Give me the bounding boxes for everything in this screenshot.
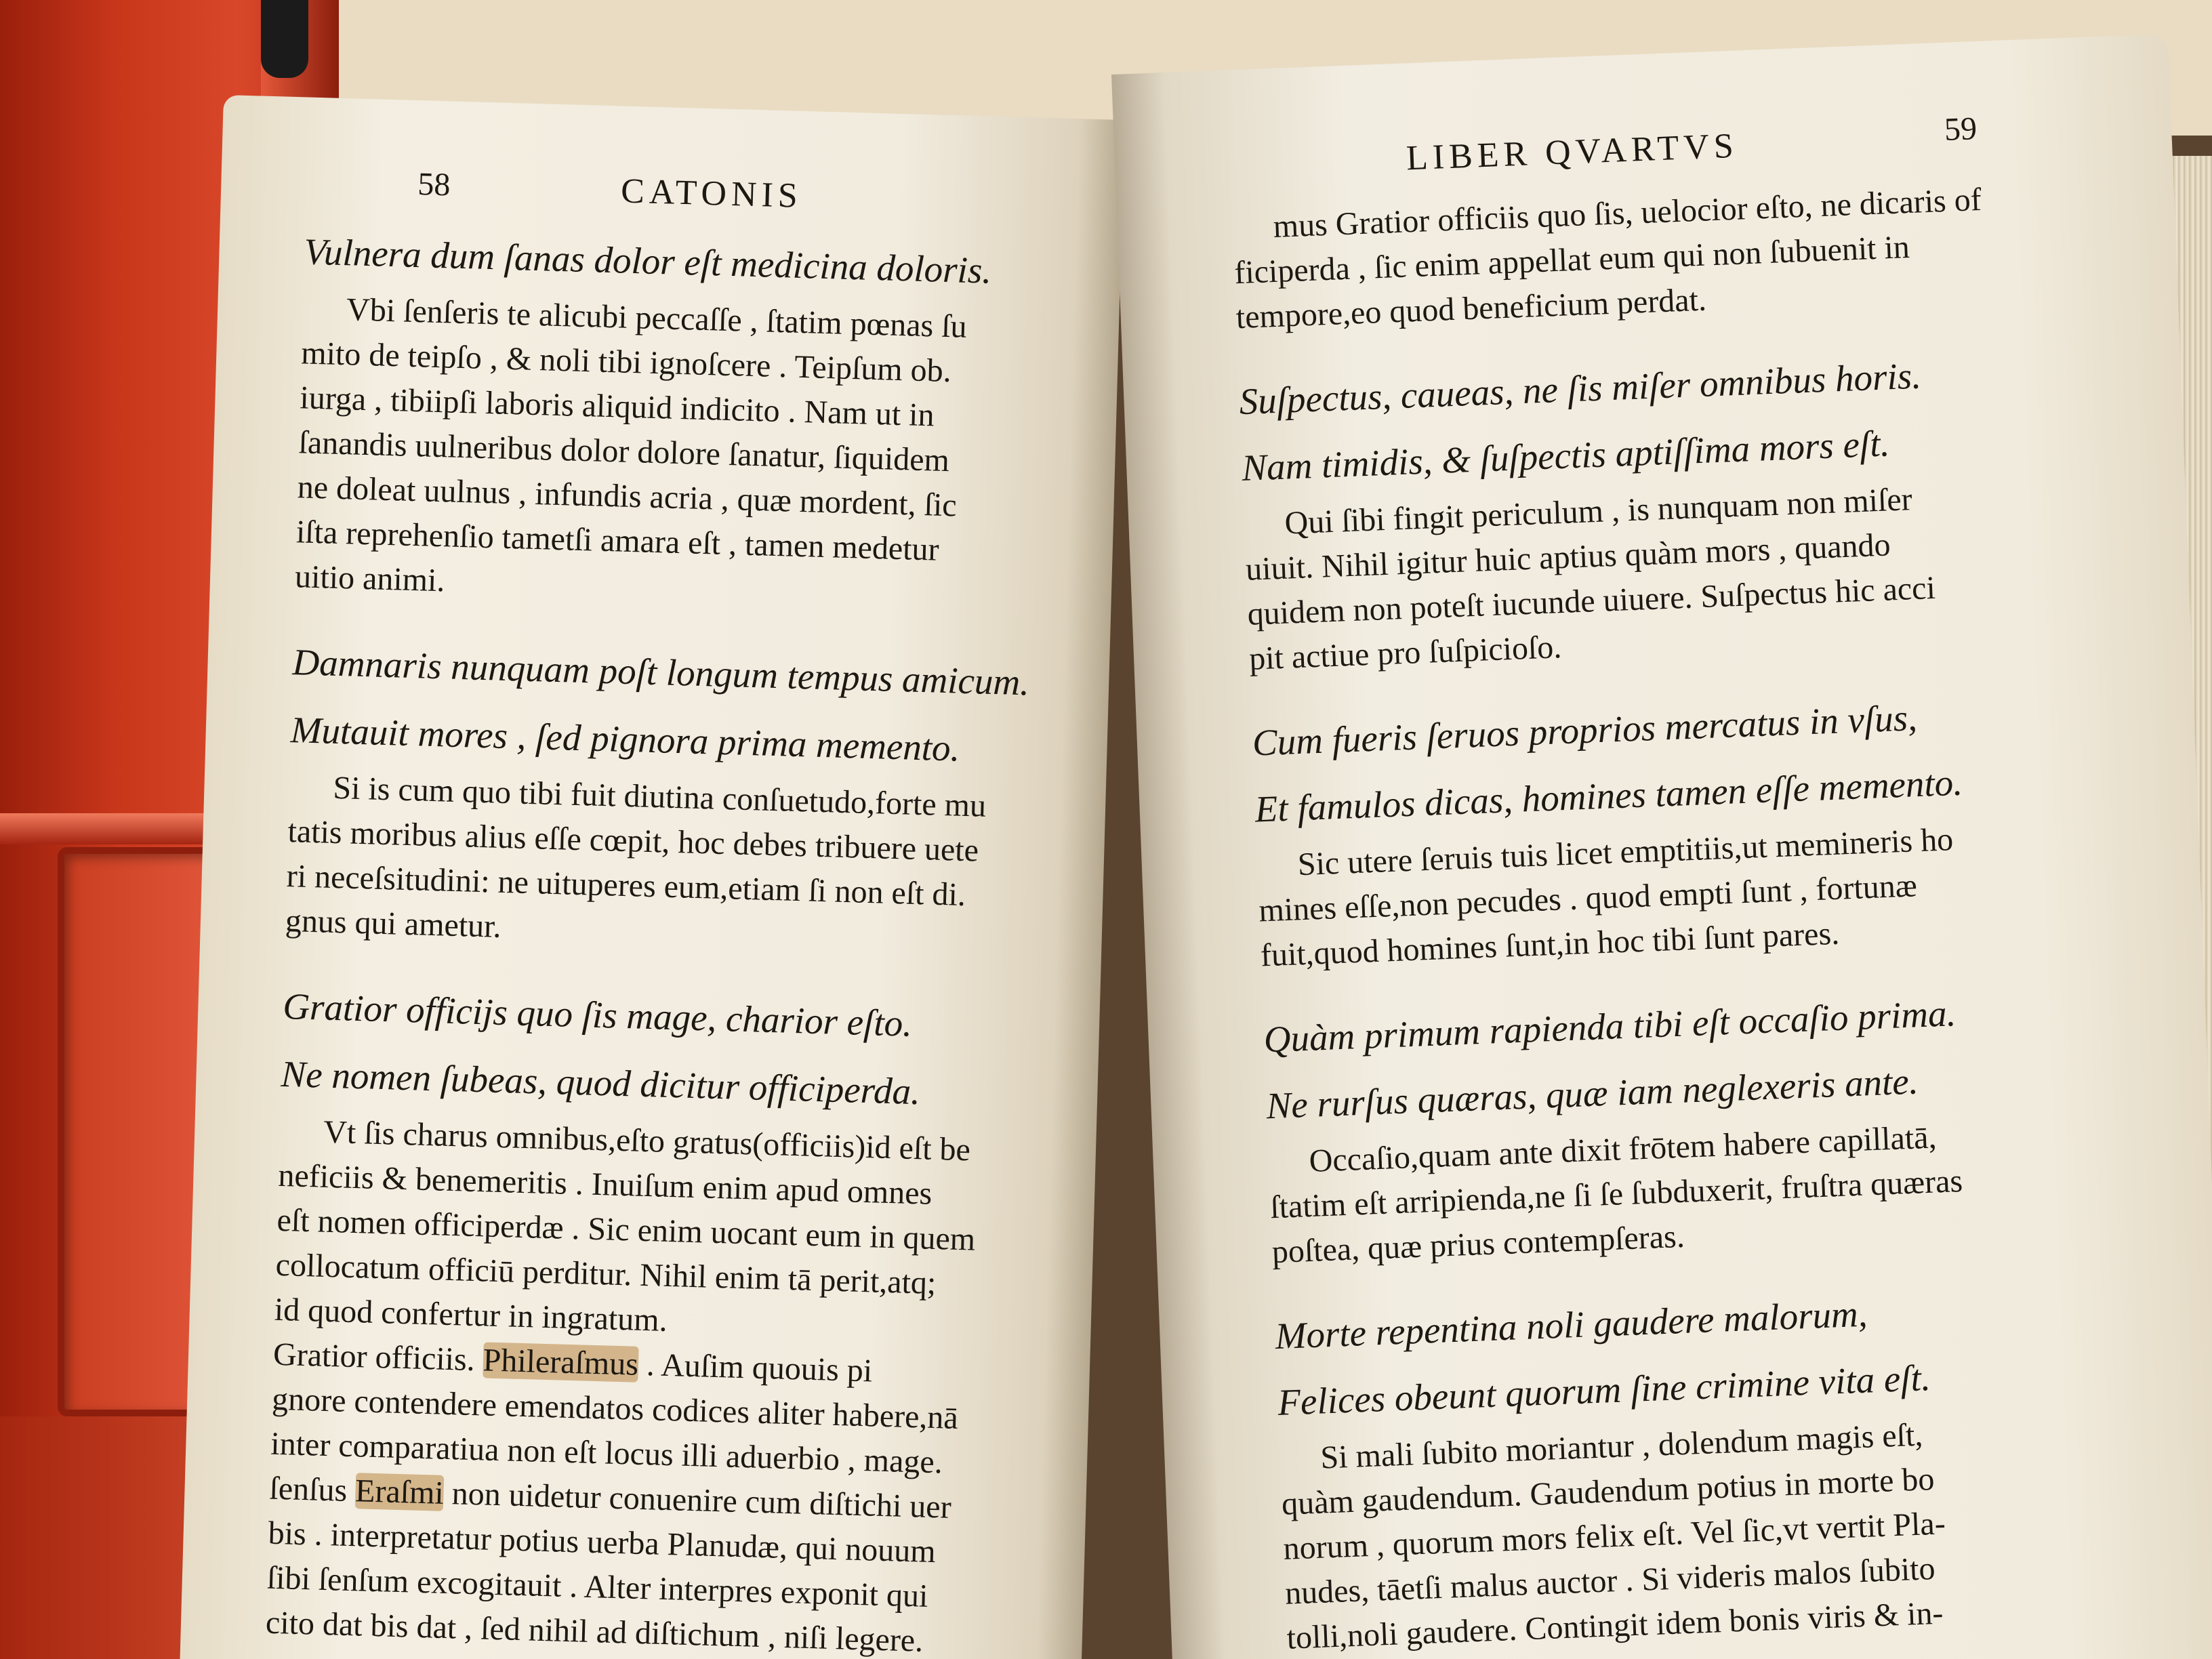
- commentary-line: ficiperda , ſic enim appellat eum qui non ſubuenit in: [1233, 228, 1910, 291]
- commentary-line: poſtea, quæ prius contempſeras.: [1271, 1218, 1685, 1271]
- commentary-line: ſtatim eſt arripienda,ne ſi ſe ſubduxerit, fruſtra quæras: [1269, 1163, 1963, 1226]
- book-stand-slot: [261, 0, 308, 78]
- left-page-text: [179, 95, 1124, 1659]
- verse-line: Mutauit mores , ſed pignora prima memento.: [290, 709, 961, 769]
- commentary-line: ſibi ſenſum excogitauit . Alter interpres exponit qui: [266, 1559, 929, 1614]
- commentary-line: Sic utere ſeruis tuis licet emptitiis,ut memineris ho: [1296, 821, 1954, 883]
- commentary-line: ſanandis uulneribus dolor dolore ſanatur, ſiquidem: [298, 424, 950, 479]
- commentary-line: pit actiue pro ſuſpicioſo.: [1248, 629, 1563, 677]
- commentary-line: [272, 1338, 872, 1388]
- right-running-head: LIBER QVARTVS: [1405, 126, 1739, 178]
- commentary-line: quàm gaudendum. Gaudendum potius in morte bo: [1281, 1460, 1936, 1522]
- verse-line: Vulnera dum ſanas dolor eſt medicina doloris.: [303, 230, 992, 291]
- line-text-after-highlight: non uidetur conuenire cum diſtichi uer: [443, 1475, 952, 1525]
- verse-line: Ne rurſus quæras, quæ iam neglexeris ante.: [1265, 1060, 1919, 1127]
- commentary-line: nudes, tāetſi malus auctor . Si videris malos ſubito: [1284, 1550, 1936, 1612]
- commentary-line: neficiis & benemeritis . Inuiſum enim apud omnes: [277, 1157, 933, 1212]
- line-text-after-highlight: . Auſim quouis pi: [638, 1346, 873, 1389]
- right-page: [1111, 34, 2212, 1659]
- commentary-line: Vt ſis charus omnibus,eſto gratus(officiis)id eſt be: [323, 1113, 971, 1168]
- commentary-line: uiuit. Nihil igitur huic aptius quàm mors , quando: [1245, 527, 1891, 588]
- commentary-line: Si is cum quo tibi fuit diutina conſuetudo,forte mu: [332, 769, 987, 824]
- commentary-line: tempore,eo quod beneficium perdat.: [1235, 281, 1707, 336]
- commentary-line: mines eſſe,non pecudes . quod empti ſunt , fortunæ: [1258, 867, 1918, 929]
- commentary-line: ne doleat uulnus , infundis acria , quæ mordent, ſic: [297, 469, 958, 524]
- right-page-text: [1111, 34, 2212, 1659]
- commentary-line: Occaſio,quam ante dixit frōtem habere capillatā,: [1308, 1119, 1938, 1179]
- commentary-line: Si mali ſubito moriantur , dolendum magis eſt,: [1319, 1416, 1924, 1476]
- highlighted-word: Eraſmi: [354, 1473, 445, 1511]
- commentary-line: bis . interpretatur potius uerba Planudæ, qui nouum: [268, 1515, 937, 1570]
- line-text-before-highlight: ſenſus: [268, 1470, 356, 1509]
- commentary-line: id quod confertur in ingratum.: [274, 1291, 668, 1338]
- commentary-line: mito de teipſo , & noli tibi ignoſcere . Teipſum ob.: [300, 335, 952, 390]
- verse-line: Ne nomen ſubeas, quod dicitur officiperda.: [280, 1052, 921, 1113]
- left-running-head: CATONIS: [620, 171, 803, 216]
- verse-line: Quàm primum rapienda tibi eſt occaſio prima.: [1263, 992, 1957, 1061]
- commentary-line: ri neceſsitudini: ne uituperes eum,etiam ſi non eſt di.: [286, 858, 966, 914]
- verse-line: Suſpectus, caueas, ne ſis miſer omnibus horis.: [1238, 354, 1922, 423]
- commentary-line: gnus qui ametur.: [285, 903, 502, 945]
- highlighted-word: Phileraſmus: [482, 1342, 639, 1382]
- commentary-line: eſt nomen officiperdæ . Sic enim uocant eum in quem: [276, 1202, 976, 1258]
- commentary-line: collocatum officiū perditur. Nihil enim tā perit,atq;: [275, 1246, 937, 1302]
- commentary-line: cito dat bis dat , ſed nihil ad diſtichum , niſi legere.: [265, 1604, 924, 1659]
- verse-line: Cum fueris ſeruos proprios mercatus in vſus,: [1251, 697, 1918, 764]
- commentary-line: Qui ſibi fingit periculum , is nunquam non miſer: [1284, 481, 1913, 541]
- verse-line: Felices obeunt quorum ſine crimine vita eſt.: [1277, 1357, 1931, 1424]
- left-page-number: 58: [417, 166, 451, 203]
- verse-line: Et famulos dicas, homines tamen eſſe memento.: [1254, 761, 1963, 830]
- commentary-line: Vbi ſenſeris te alicubi peccaſſe , ſtatim pœnas ſu: [346, 291, 968, 345]
- commentary-line: norum , quorum mors felix eſt. Vel ſic,vt vertit Pla-: [1282, 1505, 1946, 1567]
- commentary-line: fuit,quod homines ſunt,in hoc tibi ſunt pares.: [1260, 915, 1841, 974]
- verse-line: Damnaris nunquam poſt longum tempus amicum.: [291, 641, 1030, 703]
- verse-line: Nam timidis, & ſuſpectis aptiſſima mors eſt.: [1241, 422, 1891, 489]
- right-page-number: 59: [1944, 110, 1978, 148]
- commentary-line: tatis moribus alius eſſe cœpit, hoc debes tribuere uete: [287, 813, 979, 869]
- commentary-line: [268, 1470, 952, 1525]
- commentary-line: gnore contendere emendatos codices aliter habere,nā: [271, 1380, 959, 1437]
- line-text-before-highlight: Gratior officiis.: [272, 1336, 484, 1378]
- commentary-line: mus Gratior officiis quo ſis, uelocior eſto, ne dicaris of: [1272, 181, 1982, 245]
- commentary-line: quidem non poteſt iucunde uiuere. Suſpectus hic acci: [1246, 569, 1936, 632]
- commentary-line: inter comparatiua non eſt locus illi aduerbio , mage.: [270, 1425, 943, 1481]
- commentary-line: tolli,noli gaudere. Contingit idem bonis viris & in-: [1286, 1595, 1944, 1656]
- left-page: [179, 95, 1124, 1659]
- commentary-line: iurga , tibiipſi laboris aliquid indicito . Nam ut in: [299, 380, 935, 434]
- verse-line: Morte repentina noli gaudere malorum,: [1274, 1292, 1868, 1357]
- commentary-line: iſta reprehenſio tametſi amara eſt , tamen medetur: [295, 514, 940, 568]
- verse-line: Gratior officijs quo ſis mage, charior eſto.: [282, 985, 913, 1044]
- commentary-line: uitio animi.: [294, 558, 446, 599]
